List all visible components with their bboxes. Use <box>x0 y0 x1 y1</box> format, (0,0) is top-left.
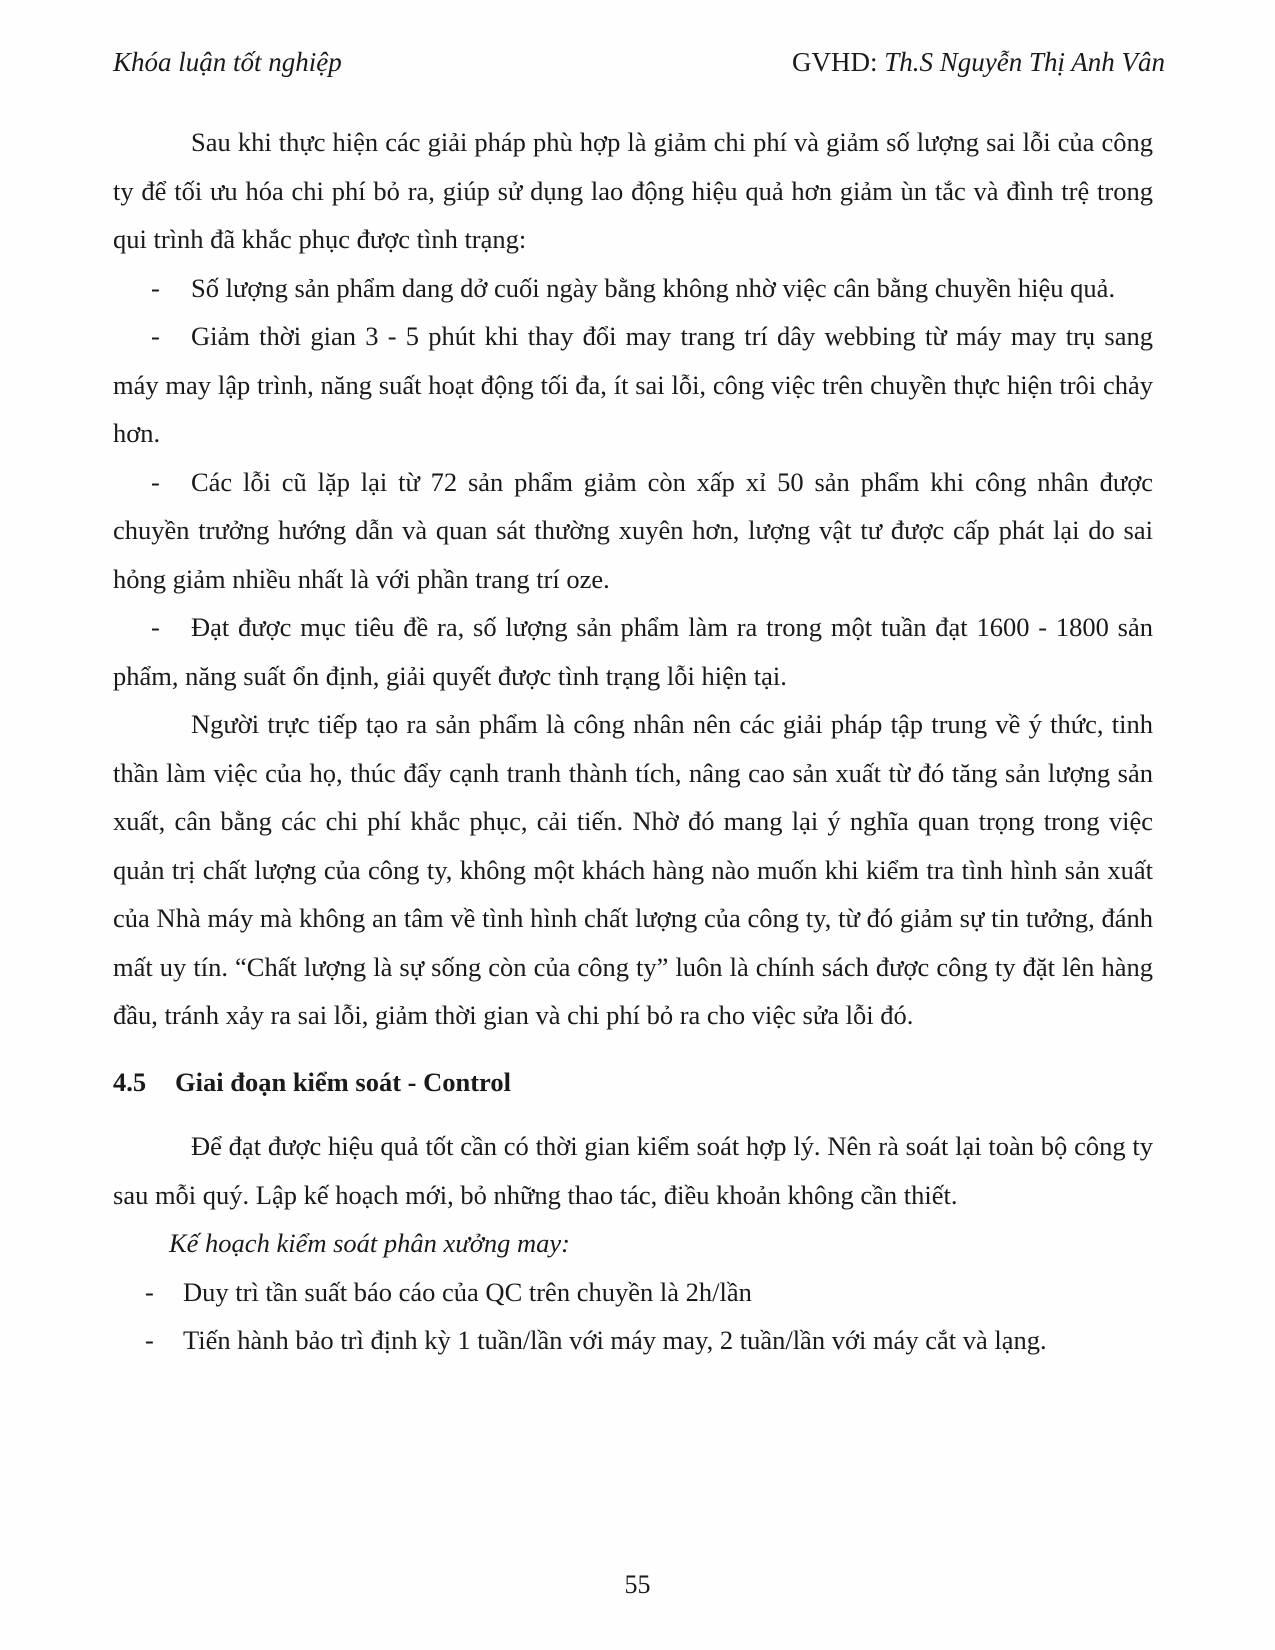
result-text: Số lượng sản phẩm dang dở cuối ngày bằng không nhờ việc cân bằng chuyền hiệu quả. <box>191 272 1116 303</box>
advisor-info <box>792 44 1165 80</box>
advisor-label: GVHD: <box>791 47 885 77</box>
advisor-name: Th.S Nguyễn Thị Anh Vân <box>884 47 1165 77</box>
thesis-title: Khóa luận tốt nghiệp <box>113 47 342 77</box>
page-body <box>113 118 1153 1365</box>
section-title: Giai đoạn kiểm soát - Control <box>175 1066 511 1097</box>
dash-marker: - <box>151 321 160 351</box>
plan-item <box>113 1316 1153 1365</box>
worker-paragraph: Người trực tiếp tạo ra sản phẩm là công nhân nên các giải pháp tập trung về ý thức, tinh thần làm việc của họ, thúc đẩy cạnh tranh thành tích, nâng cao sản xuất từ đó tăng sản lượng sản xuất, cân bằng các chi phí khắc phục, cải tiến. Nhờ đó mang lại ý nghĩa quan trọng trong việc quản trị chất lượng của công ty, không một khách hàng nào muốn khi kiểm tra tình hình sản xuất của Nhà máy mà không an tâm về tình hình chất lượng của công ty, từ đó giảm sự tin tưởng, đánh mất uy tín. “Chất lượng là sự sống còn của công ty” luôn là chính sách được công ty đặt lên hàng đầu, tránh xảy ra sai lỗi, giảm thời gian và chi phí bỏ ra cho việc sửa lỗi đó. <box>113 709 1153 1030</box>
section-heading <box>113 1058 1153 1107</box>
plan-item-text: Tiến hành bảo trì định kỳ 1 tuần/lần với máy may, 2 tuần/lần với máy cắt và lạng. <box>183 1325 1047 1355</box>
result-item <box>113 458 1153 604</box>
dash-marker: - <box>151 272 160 303</box>
result-text: Giảm thời gian 3 - 5 phút khi thay đổi may trang trí dây webbing từ máy may trụ sang máy may lập trình, năng suất hoạt động tối đa, ít sai lỗi, công việc trên chuyền thực hiện trôi chảy hơn. <box>113 321 1153 448</box>
dash-marker: - <box>151 612 160 642</box>
result-item <box>113 603 1153 700</box>
result-item <box>113 312 1153 458</box>
page-number: 55 <box>624 1570 651 1599</box>
result-text: Các lỗi cũ lặp lại từ 72 sản phẩm giảm còn xấp xỉ 50 sản phẩm khi công nhân được chuyền trưởng hướng dẫn và quan sát thường xuyên hơn, lượng vật tư được cấp phát lại do sai hỏng giảm nhiều nhất là với phần trang trí oze. <box>113 466 1153 594</box>
plan-item <box>113 1268 1153 1317</box>
intro-paragraph: Sau khi thực hiện các giải pháp phù hợp là giảm chi phí và giảm số lượng sai lỗi của công ty để tối ưu hóa chi phí bỏ ra, giúp sử dụng lao động hiệu quả hơn giảm ùn tắc và đình trệ trong qui trình đã khắc phục được tình trạng: <box>113 127 1153 254</box>
control-paragraph: Để đạt được hiệu quả tốt cần có thời gian kiểm soát hợp lý. Nên rà soát lại toàn bộ công ty sau mỗi quý. Lập kế hoạch mới, bỏ những thao tác, điều khoản không cần thiết. <box>113 1131 1153 1210</box>
dash-marker: - <box>145 1325 154 1355</box>
plan-title: Kế hoạch kiểm soát phân xưởng may: <box>169 1228 570 1258</box>
dash-marker: - <box>151 466 160 497</box>
result-item <box>113 264 1153 313</box>
dash-marker: - <box>145 1276 154 1307</box>
page-header <box>113 44 1165 84</box>
plan-item-text: Duy trì tần suất báo cáo của QC trên chuyền là 2h/lần <box>183 1276 752 1307</box>
result-text: Đạt được mục tiêu đề ra, số lượng sản phẩm làm ra trong một tuần đạt 1600 - 1800 sản phẩm, năng suất ổn định, giải quyết được tình trạng lỗi hiện tại. <box>113 612 1153 691</box>
section-number: 4.5 <box>113 1066 147 1097</box>
